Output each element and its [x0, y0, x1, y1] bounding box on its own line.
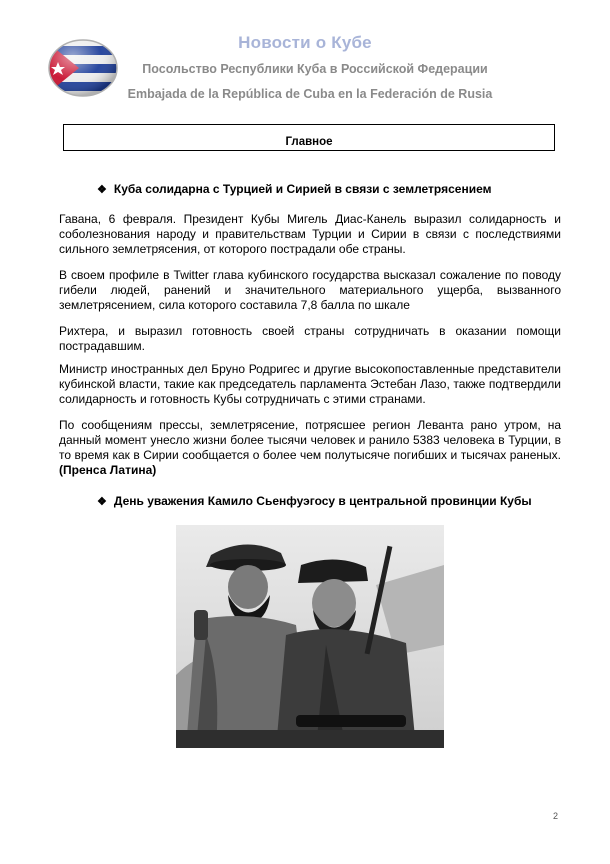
article-paragraph: Гавана, 6 февраля. Президент Кубы Мигель Диас-Канель выразил солидарность и соболезнования народу и правительствам Турции и Сирии в связи с последствиями сильного землетрясения, от которого пострадали обе страны. — [59, 212, 561, 256]
section-label: Главное — [285, 136, 333, 148]
historical-photo — [176, 525, 444, 748]
article-heading-text: День уважения Камило Сьенфуэгосу в центральной провинции Кубы — [113, 494, 532, 508]
embassy-name-russian: Посольство Республики Куба в Российской Федерации — [142, 62, 488, 76]
article-heading — [97, 494, 532, 508]
article-paragraph: Министр иностранных дел Бруно Родригес и другие высокопоставленные представители кубинской власти, такие как председатель парламента Эстебан Лазо, также подтвердили солидарность и готовность Кубы сотрудничать с этими странами. — [59, 362, 561, 406]
embassy-name-spanish: Embajada de la República de Cuba en la Federación de Rusia — [127, 87, 493, 101]
page-number: 2 — [553, 811, 559, 821]
diamond-bullet-icon: ❖ — [97, 184, 107, 196]
section-header-box — [63, 124, 555, 151]
article-heading — [97, 182, 491, 196]
article-paragraph-text: По сообщениям прессы, землетрясение, потрясшее регион Леванта рано утром, на данный момент унесло жизни более тысячи человек и ранило 5383 человека в Турции, в то время как в Сирии сообщается о более чем полутысяче погибших и тысячах раненых. — [59, 418, 561, 462]
article-paragraph — [59, 418, 561, 478]
article-paragraph: В своем профиле в Twitter глава кубинского государства высказал сожаление по поводу гибели людей, ранений и значительного материального ущерба, вызванного землетрясением, сила которого составила 7,8 балла по шкале — [59, 268, 561, 312]
news-source: (Пренса Латина) — [59, 463, 157, 477]
article-heading-text: Куба солидарна с Турцией и Сирией в связи с землетрясением — [113, 182, 492, 196]
newsletter-title: Новости о Кубе — [238, 33, 372, 52]
diamond-bullet-icon: ❖ — [97, 496, 107, 508]
article-paragraph: Рихтера, и выразил готовность своей страны сотрудничать в оказании помощи пострадавшим. — [59, 324, 561, 353]
